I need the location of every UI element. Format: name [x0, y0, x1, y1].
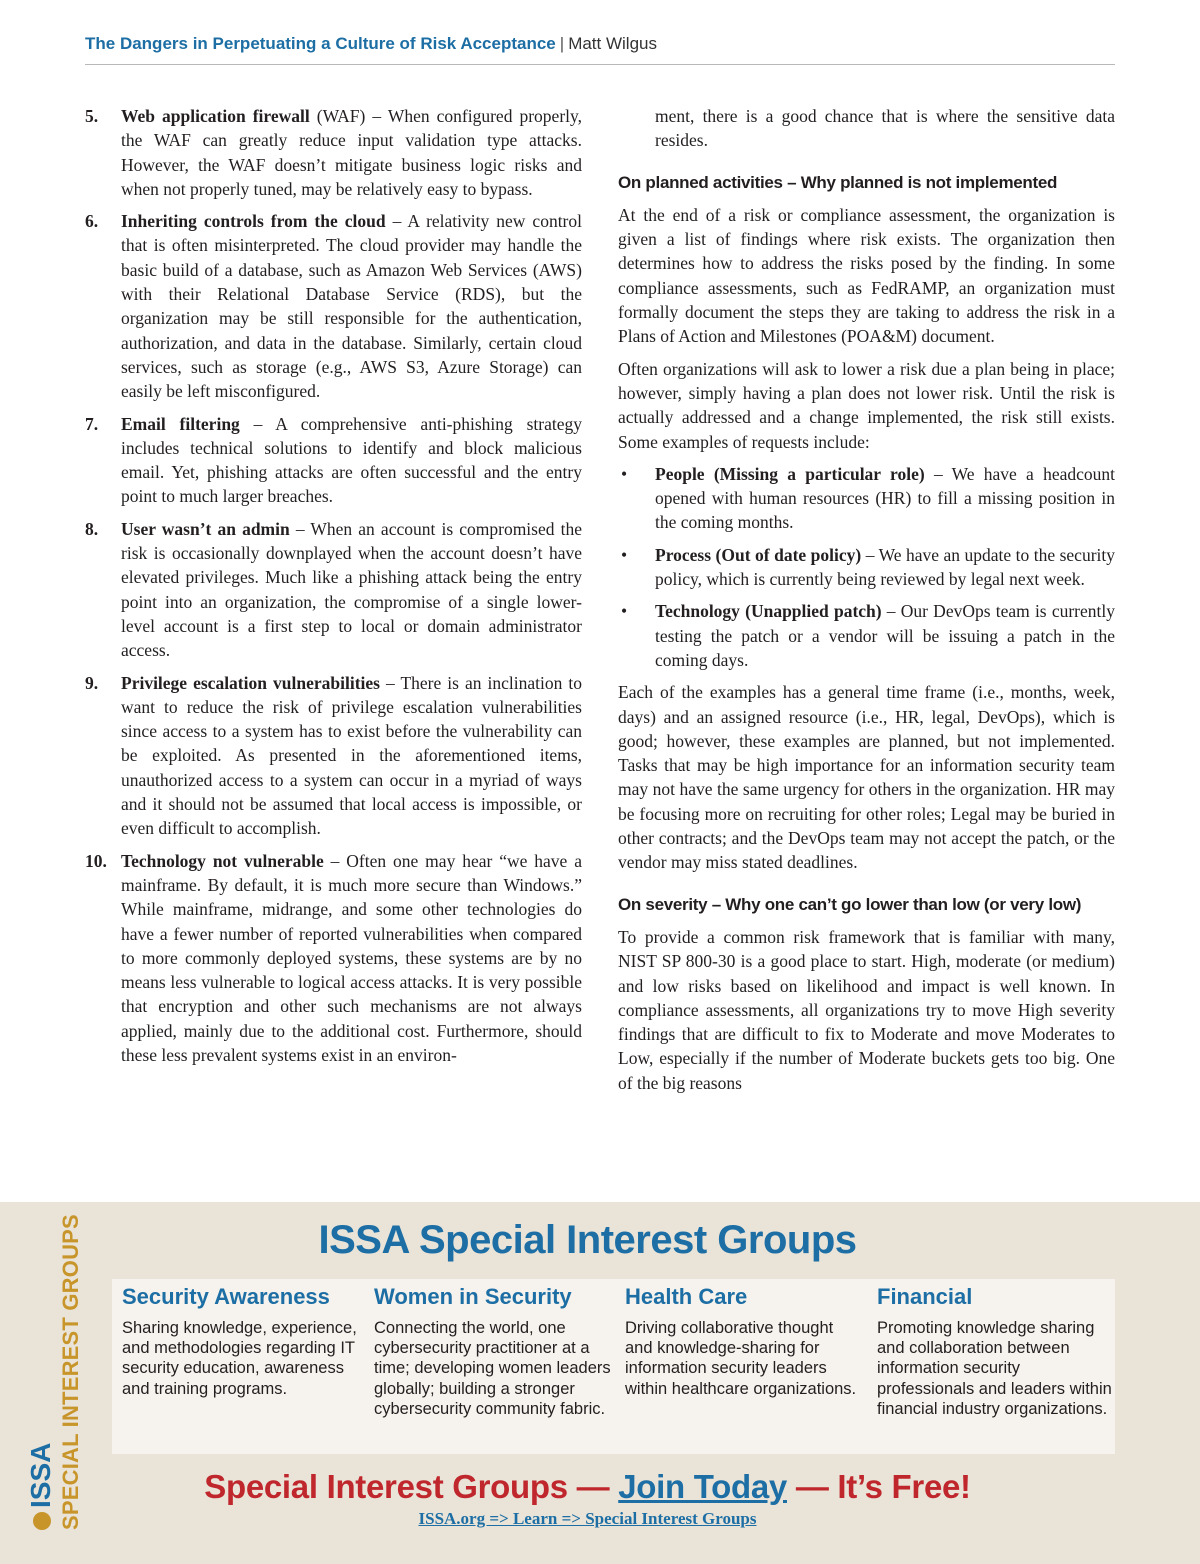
paragraph: Each of the examples has a general time frame (i.e., months, week, days) and an assigned resource (i.e., HR, legal, DevOps), which is good; however, these examples are planned, but not implemented. Tasks that may be high importance for an information security team may not have the same urgency for others in the organization. HR may be focusing more on recruiting for other roles; Legal may be buried in other contracts; and the DevOps team may not accept the patch, or the vendor may miss stated deadlines. — [618, 682, 1115, 873]
bullet-item — [618, 599, 1115, 672]
group-description: Sharing knowledge, experience, and methodologies regarding IT security education, awareness and training programs. — [122, 1319, 357, 1398]
side-label: SPECIAL INTEREST GROUPS — [58, 1214, 83, 1530]
group-name: Financial — [877, 1284, 973, 1309]
group-description: Driving collaborative thought and knowledge-sharing for information security leaders within healthcare organizations. — [625, 1319, 857, 1398]
right-column — [618, 104, 1115, 1103]
item-number: 5. — [85, 106, 99, 126]
item-term: Privilege escalation vulnerabilities — [121, 672, 380, 693]
group-name: Health Care — [625, 1284, 748, 1309]
left-column — [85, 104, 582, 1075]
list-item — [85, 412, 582, 509]
issa-logo: ISSA — [26, 1220, 56, 1530]
group-name: Women in Security — [374, 1284, 572, 1309]
item-number: 9. — [85, 672, 99, 693]
item-number: 6. — [85, 211, 99, 232]
article-author: Matt Wilgus — [568, 34, 657, 53]
bullet-term: Process (Out of date policy) — [655, 544, 862, 565]
item-term: Email filtering — [121, 413, 240, 434]
side-banner — [25, 1214, 92, 1530]
list-item — [85, 104, 582, 201]
paragraph: To provide a common risk framework that is familiar with many, NIST SP 800-30 is a good place to start. High, moderate (or medium) and low risks based on likelihood and impact is well known. In compliance assessments, all organizations try to move High severity findings that are difficult to fix to Moderate and move Moderates to Low, especially if the number of Moderate buckets gets too big. One of the big reasons — [618, 926, 1115, 1093]
bullet-term: Technology (Unapplied patch) — [655, 601, 882, 622]
group-description: Promoting knowledge sharing and collaboration between information security professionals and leaders within financial industry organizations. — [877, 1319, 1112, 1418]
group-security-awareness — [122, 1284, 362, 1399]
item-term: Technology not vulnerable — [121, 850, 324, 871]
group-description: Connecting the world, one cybersecurity practitioner at a time; developing women leaders globally; building a stronger cybersecurity community fabric. — [374, 1319, 611, 1418]
list-item — [85, 209, 582, 403]
group-women-in-security — [374, 1284, 614, 1419]
section-heading-severity: On severity – Why one can’t go lower than low (or very low) — [618, 894, 1082, 914]
group-name: Security Awareness — [122, 1284, 330, 1309]
item-term: Inheriting controls from the cloud — [121, 211, 386, 232]
paragraph: At the end of a risk or compliance assessment, the organization is given a list of findings where risk exists. The organization then determines how to address the risks posed by the finding. In some compliance assessments, such as FedRAMP, an organization must formally document the steps they are taking to address the risk in a Plans of Action and Milestones (POA&M) document. — [618, 204, 1115, 347]
group-health-care — [625, 1284, 865, 1399]
item-text: – A relativity new control that is often misinterpreted. The cloud provider may handle the basic build of a database, such as Amazon Web Services (AWS) with their Relational Database Service (RDS), but the organization may be still responsible for the authentication, authorization, and data in the database. Similarly, certain cloud services, such as storage (e.g., AWS S3, Azure Storage) can easily be left misconfigured. — [121, 211, 582, 402]
bullet-icon: • — [621, 463, 628, 484]
list-item — [85, 517, 582, 663]
globe-icon — [33, 1512, 51, 1530]
item-text: (WAF) – When configured properly, the WAF can greatly reduce input validation type attacks. However, the WAF doesn’t mitigate business logic risks and when not properly tuned, may be relatively easy to bypass. — [121, 106, 582, 199]
item-text: – When an account is compromised the risk is occasionally downplayed when the account doesn’t have elevated privileges. Much like a phishing attack being the entry point into an organization, the compromise of a single lower-level account is a first step to local or domain administrator access. — [121, 518, 582, 661]
bullet-icon: • — [621, 601, 628, 622]
bullet-text: – We have an update to the security policy, which is currently being reviewed by legal next week. — [655, 544, 1115, 590]
bullet-icon: • — [621, 544, 628, 565]
bullet-text: – Our DevOps team is currently testing the patch or a vendor will be issuing a patch in the coming days. — [655, 601, 1115, 670]
list-item — [85, 671, 582, 841]
item-text: – Often one may hear “we have a mainframe. By default, it is much more secure than Windows.” While mainframe, midrange, and some other technologies do have a fewer number of reported vulnerabilities when compared to more commonly deployed systems, these systems are by no means less vulnerable to logical access attacks. It is very possible that encryption and other such mechanisms are not always applied, mainly due to the additional cost. Furthermore, should these less prevalent systems exist in an environ- — [121, 850, 582, 1065]
item-text: – A comprehensive anti-phishing strategy includes technical solutions to identify and block malicious email. Yet, phishing attacks are often successful and the entry point to much larger breaches. — [121, 413, 582, 507]
group-financial — [877, 1284, 1117, 1419]
paragraph: Often organizations will ask to lower a risk due a plan being in place; however, simply having a plan does not lower risk. Until the risk is actually addressed and a change implemented, the risk still exists. Some examples of requests include: — [618, 358, 1115, 452]
bullet-text: – We have a headcount opened with human resources (HR) to fill a missing position in the coming months. — [655, 463, 1115, 533]
section-heading-planned: On planned activities – Why planned is not implemented — [618, 172, 1058, 192]
item-number: 8. — [85, 518, 99, 539]
sig-path-link[interactable]: ISSA.org => Learn => Special Interest Groups — [418, 1509, 757, 1528]
running-header — [85, 34, 1115, 65]
list-item — [85, 849, 582, 1068]
item-text: – There is an inclination to want to reduce the risk of privilege escalation vulnerabilities since access to a system has to exist before the vulnerability can be exploited. As presented in the aforementioned items, unauthorized access to a system can occur in a myriad of ways and it should not be assumed that local access is impossible, or even difficult to accomplish. — [121, 672, 583, 839]
join-suffix: — It’s Free! — [786, 1468, 971, 1505]
item-number: 7. — [85, 413, 99, 434]
bullet-item — [618, 462, 1115, 535]
header-separator: | — [559, 34, 565, 53]
join-prefix: Special Interest Groups — — [204, 1468, 619, 1505]
bullet-term: People (Missing a particular role) — [655, 463, 925, 484]
article-title: The Dangers in Perpetuating a Culture of Risk Acceptance — [85, 34, 556, 53]
bullet-item — [618, 543, 1115, 592]
ad-title: ISSA Special Interest Groups — [318, 1218, 857, 1262]
list-item-continuation: ment, there is a good chance that is where the sensitive data resides. — [655, 106, 1115, 151]
item-term: Web application firewall — [121, 106, 310, 126]
join-today-link[interactable]: Join Today — [618, 1468, 787, 1505]
join-banner — [120, 1468, 1055, 1506]
item-term: User wasn’t an admin — [121, 518, 290, 539]
item-number: 10. — [85, 850, 107, 871]
